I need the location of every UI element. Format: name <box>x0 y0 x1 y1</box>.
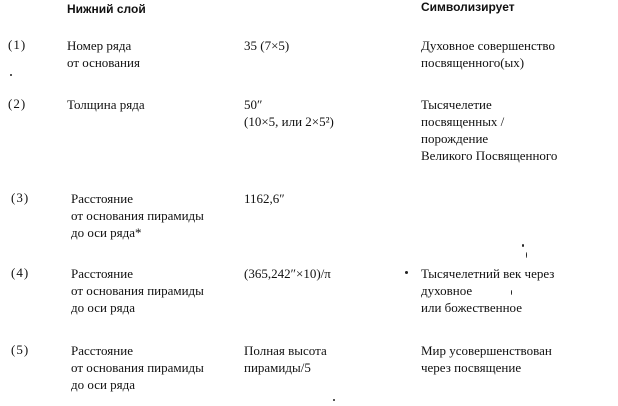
row-label-line: от основания <box>67 55 140 70</box>
row-value <box>244 265 331 282</box>
row-label-line: Номер ряда <box>67 38 132 53</box>
row-number: (1) <box>8 37 27 52</box>
row-value-line: (10×5, или 2×5²) <box>244 114 334 129</box>
row-label <box>67 96 145 113</box>
row-meaning <box>421 342 552 376</box>
row-value-line: Полная высота <box>244 343 327 358</box>
row-label-line: Расстояние <box>71 266 133 281</box>
row-meaning-line: Тысячелетний век через <box>421 266 555 281</box>
row-meaning-line: Великого Посвященного <box>421 148 558 163</box>
row-meaning-line: Духовное совершенство <box>421 38 555 53</box>
row-label-line: Толщина ряда <box>67 97 145 112</box>
row-label-line: до оси ряда <box>71 300 136 315</box>
row-label <box>71 190 204 241</box>
row-label-line: до оси ряда* <box>71 225 142 240</box>
row-meaning <box>421 96 557 164</box>
row-value-line: 35 (7×5) <box>244 38 290 53</box>
row-number: (2) <box>8 96 27 111</box>
row-meaning-line: посвященного(ых) <box>421 55 525 70</box>
row-label-line: от основания пирамиды <box>71 283 204 298</box>
row-value <box>244 37 289 54</box>
row-meaning-line: Мир усовершенствован <box>421 343 552 358</box>
row-meaning-line: порождение <box>421 131 489 146</box>
row-meaning-line: через посвящение <box>421 360 522 375</box>
row-label-line: Расстояние <box>71 191 133 206</box>
scan-speck <box>405 271 408 274</box>
row-label <box>67 37 140 71</box>
scan-speck <box>511 290 512 295</box>
scan-speck <box>526 252 527 258</box>
row-meaning <box>421 37 555 71</box>
row-label-line: от основания пирамиды <box>71 208 204 223</box>
row-meaning-line: или божественное <box>421 300 522 315</box>
row-number: (4) <box>11 265 30 280</box>
row-meaning-line: посвященных / <box>421 114 505 129</box>
column-header-lower-layer: Нижний слой <box>67 2 146 16</box>
scan-speck <box>333 399 335 401</box>
row-label-line: от основания пирамиды <box>71 360 204 375</box>
row-number: (5) <box>11 342 30 357</box>
row-number: (3) <box>11 190 30 205</box>
scan-speck <box>522 244 524 247</box>
row-value-line: 1162,6″ <box>244 191 285 206</box>
row-meaning <box>421 265 554 316</box>
scan-speck <box>10 74 12 76</box>
row-label <box>71 342 204 393</box>
row-value-line: 50″ <box>244 97 263 112</box>
row-meaning-line: духовное <box>421 283 473 298</box>
row-label-line: Расстояние <box>71 343 133 358</box>
row-value-line: (365,242″×10)/π <box>244 266 331 281</box>
column-header-symbolizes: Символизирует <box>421 0 515 14</box>
row-value <box>244 96 334 130</box>
row-value <box>244 190 285 207</box>
row-label <box>71 265 204 316</box>
row-value <box>244 342 327 376</box>
row-meaning-line: Тысячелетие <box>421 97 492 112</box>
row-value-line: пирамиды/5 <box>244 360 311 375</box>
row-label-line: до оси ряда <box>71 377 136 392</box>
